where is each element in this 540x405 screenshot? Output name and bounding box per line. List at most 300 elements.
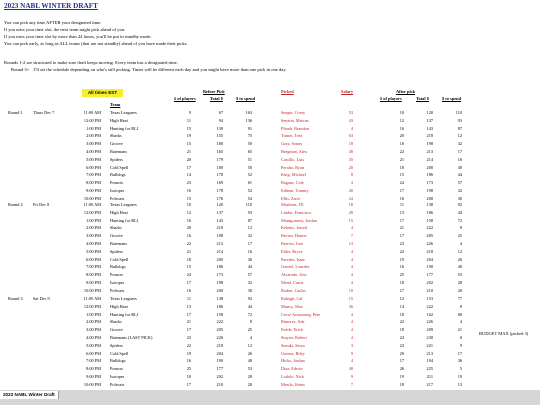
after-num-players: 22 xyxy=(399,319,404,325)
pick-time: 1:00 PM xyxy=(86,125,101,131)
picked-player: Suzuki, Seiya xyxy=(281,342,305,348)
before-total: 180 xyxy=(216,164,223,170)
before-to-spend: 40 xyxy=(247,358,252,364)
picked-salary: 48 xyxy=(348,366,353,372)
after-num-players: 17 xyxy=(399,217,404,223)
before-total: 186 xyxy=(216,303,223,309)
note-line: You can pick early, as long as ALL teams (that are not standby) ahead of you have made their picks. xyxy=(4,41,188,46)
note-line: If you miss your time slot, the next team might pick ahead of you. xyxy=(4,27,126,32)
pick-time: 11:00 AM xyxy=(83,110,101,115)
round-date: Fri Dec 8 xyxy=(33,202,50,207)
picked-player: Ellis, Zach xyxy=(281,195,300,201)
team-name: Isotopes xyxy=(110,280,125,285)
after-total: 198 xyxy=(426,188,433,193)
after-num-players: 20 xyxy=(399,133,404,139)
before-total: 214 xyxy=(216,248,223,254)
before-num-players: 19 xyxy=(186,350,191,356)
round-label: Round 2 xyxy=(8,202,23,207)
pick-time: 7:00 PM xyxy=(86,264,101,270)
after-total: 120 xyxy=(426,110,433,115)
before-to-spend: 28 xyxy=(247,374,252,379)
before-num-players: 12 xyxy=(186,209,191,215)
after-total: 198 xyxy=(426,141,433,147)
team-name: Spiders xyxy=(110,156,123,162)
before-to-spend: 12 xyxy=(247,225,252,231)
picked-salary: 35 xyxy=(348,156,353,162)
team-name: Polecats xyxy=(110,195,125,201)
picked-salary: 4 xyxy=(350,264,353,270)
picked-salary: 18 xyxy=(348,202,353,207)
team-name: Bulldogs xyxy=(110,358,126,364)
after-to-spend: 57 xyxy=(457,180,462,186)
team-name: Hunting for RLJ xyxy=(110,125,139,131)
pick-time: 5:00 PM xyxy=(86,248,101,254)
pick-time: 3:00 PM xyxy=(86,233,101,239)
before-num-players: 20 xyxy=(186,225,191,231)
after-total: 210 xyxy=(426,287,433,293)
before-num-players: 21 xyxy=(186,149,191,154)
pick-time: 4:00 PM xyxy=(86,149,101,154)
before-to-spend: 52 xyxy=(247,172,252,178)
before-total: 190 xyxy=(216,358,223,364)
before-total: 179 xyxy=(216,156,223,162)
after-total: 200 xyxy=(426,164,433,170)
after-to-spend: 93 xyxy=(457,117,462,123)
all-times-badge: All times EST xyxy=(82,89,123,97)
after-num-players: 16 xyxy=(399,125,404,131)
before-to-spend: 4 xyxy=(249,335,252,340)
picked-player: Lindor, Francisco xyxy=(281,209,312,215)
after-to-spend: 0 xyxy=(459,335,462,340)
before-total: 202 xyxy=(216,374,223,379)
team-header: Team xyxy=(110,102,121,107)
picked-player: Kelenic, Jarred xyxy=(281,225,308,231)
after-total: 214 xyxy=(426,156,433,162)
pick-time: 3:00 PM xyxy=(86,141,101,147)
picked-player: Ehler, Bryce xyxy=(281,248,303,254)
picked-salary: 9 xyxy=(350,350,353,356)
pick-time: 6:00 PM xyxy=(86,164,101,170)
after-num-players: 24 xyxy=(399,335,404,340)
after-to-spend: 19 xyxy=(457,374,462,379)
round-label: Round 3 xyxy=(8,296,23,301)
team-name: Polecats xyxy=(110,287,125,293)
after-num-players: 22 xyxy=(399,248,404,254)
before-total: 139 xyxy=(216,125,223,131)
after-num-players: 16 xyxy=(399,264,404,270)
pick-time: 7:00 PM xyxy=(86,358,101,364)
after-num-players: 15 xyxy=(399,172,404,178)
before-total: 205 xyxy=(216,327,223,333)
pick-time: 1:00 PM xyxy=(86,311,101,317)
before-num-players: 21 xyxy=(186,248,191,254)
before-to-spend: 163 xyxy=(245,110,252,115)
picked-salary: 9 xyxy=(350,374,353,379)
before-to-spend: 87 xyxy=(247,217,252,223)
after-num-players: 21 xyxy=(399,156,404,162)
before-to-spend: 44 xyxy=(247,303,252,309)
after-num-players: 17 xyxy=(399,287,404,293)
after-total: 225 xyxy=(426,366,433,372)
pick-time: 1:00 PM xyxy=(86,217,101,223)
pick-time: 9:00 PM xyxy=(86,188,101,193)
team-name: Groove xyxy=(110,233,123,239)
after-num-players: 17 xyxy=(399,233,404,239)
picked-salary: 4 xyxy=(350,180,353,186)
after-total: 143 xyxy=(426,125,433,131)
before-num-players: 17 xyxy=(186,381,191,387)
before-num-players: 15 xyxy=(186,195,191,201)
team-name: Polecats xyxy=(110,381,125,387)
team-name: Hunting for RLJ xyxy=(110,311,139,317)
team-name: Texas Leaguers xyxy=(110,296,137,301)
picked-player: Paredes, Isaac xyxy=(281,256,306,262)
after-to-spend: 16 xyxy=(457,156,462,162)
after-to-spend: 25 xyxy=(457,233,462,239)
pick-time: 6:00 PM xyxy=(86,256,101,262)
picked-player: Diaz, Edwin xyxy=(281,366,303,372)
before-total: 198 xyxy=(216,233,223,239)
picked-player: Stayter, Robert xyxy=(281,335,307,340)
after-to-spend: 40 xyxy=(457,264,462,270)
after-total: 200 xyxy=(426,195,433,201)
team-name: Spiders xyxy=(110,342,123,348)
after-to-spend: 20 xyxy=(457,287,462,293)
after-total: 217 xyxy=(426,381,433,387)
picked-salary: 4 xyxy=(350,311,353,317)
before-to-spend: 30 xyxy=(247,256,252,262)
after-total: 226 xyxy=(426,241,433,246)
after-to-spend: 26 xyxy=(457,256,462,262)
picked-player: Bregman, Alex xyxy=(281,149,308,154)
before-to-spend: 26 xyxy=(247,350,252,356)
picked-player: Edman, Tommy xyxy=(281,188,309,193)
team-name: Sharks xyxy=(110,133,122,139)
before-num-players: 14 xyxy=(186,172,191,178)
round-date: Sat Dec 9 xyxy=(33,296,50,301)
sheet-tab[interactable]: 2023 NABL Winter Draft xyxy=(0,391,59,399)
after-num-players: 20 xyxy=(399,350,404,356)
after-total: 213 xyxy=(426,350,433,356)
pick-time: 2:00 PM xyxy=(86,319,101,325)
before-num-players: 16 xyxy=(186,188,191,193)
after-num-players: 16 xyxy=(399,141,404,147)
before-total: 222 xyxy=(216,319,223,325)
after-to-spend: 32 xyxy=(457,188,462,193)
team-name: Sharks xyxy=(110,319,122,325)
team-name: Sharks xyxy=(110,225,122,231)
after-num-players: 26 xyxy=(399,366,404,372)
picked-player: Pfeadt, Brandon xyxy=(281,125,309,131)
before-to-spend: 91 xyxy=(247,125,252,131)
pick-time: 9:00 PM xyxy=(86,280,101,285)
picked-salary: 3 xyxy=(350,342,353,348)
after-num-players-header: # of players xyxy=(380,96,402,101)
picked-salary: 8 xyxy=(350,172,353,178)
before-to-spend: 57 xyxy=(247,272,252,278)
before-total: 200 xyxy=(216,256,223,262)
before-to-spend: 25 xyxy=(247,327,252,333)
after-to-spend: 68 xyxy=(457,311,462,317)
before-total: 178 xyxy=(216,172,223,178)
after-total: 218 xyxy=(426,248,433,254)
picked-player: King, Michael xyxy=(281,172,306,178)
team-name: Cold Spell xyxy=(110,256,129,262)
before-to-spend: 51 xyxy=(247,156,252,162)
picked-player: Rimeres, Ada xyxy=(281,319,305,325)
before-total: 138 xyxy=(216,296,223,301)
before-total: 213 xyxy=(216,241,223,246)
before-num-players: 15 xyxy=(186,125,191,131)
pick-time: 6:00 PM xyxy=(86,350,101,356)
after-to-spend: 32 xyxy=(457,141,462,147)
before-to-spend: 32 xyxy=(247,233,252,239)
before-total: 178 xyxy=(216,188,223,193)
after-total: 222 xyxy=(426,303,433,309)
after-total: 177 xyxy=(426,272,433,278)
after-total: 153 xyxy=(426,296,433,301)
pick-time: 12:00 PM xyxy=(83,209,101,215)
after-to-spend: 44 xyxy=(457,172,462,178)
before-num-players: 9 xyxy=(188,110,191,115)
before-total: 176 xyxy=(216,195,223,201)
after-to-spend-header: $ to spend xyxy=(442,96,462,101)
before-to-spend: 20 xyxy=(247,381,252,387)
after-to-spend: 92 xyxy=(457,202,462,207)
after-num-players: 16 xyxy=(399,195,404,201)
after-num-players: 25 xyxy=(399,272,404,278)
salary-header: Salary xyxy=(341,89,354,94)
before-total: 155 xyxy=(216,133,223,139)
budget-max-note: BUDGET MAX (picked 3) xyxy=(479,331,529,336)
before-num-players: 11 xyxy=(186,296,191,301)
after-total: 186 xyxy=(426,209,433,215)
after-num-players: 17 xyxy=(399,188,404,193)
before-to-spend: 16 xyxy=(247,248,252,254)
after-to-spend: 36 xyxy=(457,358,462,364)
picked-salary: 4 xyxy=(350,327,353,333)
picked-player: Greene, Riley xyxy=(281,350,305,356)
after-to-spend: 17 xyxy=(457,350,462,356)
before-to-spend: 92 xyxy=(247,296,252,301)
after-num-players: 21 xyxy=(399,225,404,231)
before-total: 226 xyxy=(216,335,223,340)
before-to-spend: 50 xyxy=(247,141,252,147)
picked-salary: 18 xyxy=(348,141,353,147)
before-num-players: 11 xyxy=(186,117,191,123)
before-total: 169 xyxy=(216,180,223,186)
before-num-players: 17 xyxy=(186,280,191,285)
after-num-players: 12 xyxy=(399,117,404,123)
after-num-players: 22 xyxy=(399,149,404,154)
before-num-players: 23 xyxy=(186,335,191,340)
after-total: 222 xyxy=(426,225,433,231)
pick-time: 11:00 AM xyxy=(83,296,101,301)
after-total-header: Total $ xyxy=(416,96,429,101)
before-to-spend: 136 xyxy=(245,117,252,123)
before-num-players: 16 xyxy=(186,287,191,293)
after-to-spend: 4 xyxy=(459,241,462,246)
after-to-spend: 53 xyxy=(457,272,462,278)
picked-salary: 4 xyxy=(350,335,353,340)
picked-salary: 43 xyxy=(348,117,353,123)
after-total: 211 xyxy=(426,374,433,379)
picked-player: Bagans, Cole xyxy=(281,180,304,186)
after-to-spend: 8 xyxy=(459,303,462,309)
before-total: 200 xyxy=(216,287,223,293)
before-to-spend: 65 xyxy=(247,149,252,154)
picked-salary: 4 xyxy=(350,125,353,131)
team-name: Texas Leaguers xyxy=(110,110,137,115)
before-num-players: 18 xyxy=(186,256,191,262)
after-to-spend: 30 xyxy=(457,195,462,201)
picked-player: Turner, Trea xyxy=(281,133,303,139)
after-total: 221 xyxy=(426,342,433,348)
team-name: Isotopes xyxy=(110,374,125,379)
pick-time: 7:00 PM xyxy=(86,172,101,178)
before-num-players: 16 xyxy=(186,358,191,364)
before-num-players: 17 xyxy=(186,164,191,170)
before-num-players: 21 xyxy=(186,319,191,325)
team-name: Batemans xyxy=(110,241,127,246)
picked-player: Martinez, JD xyxy=(281,202,304,207)
team-name: High Heat xyxy=(110,117,128,123)
after-num-players: 13 xyxy=(399,209,404,215)
after-to-spend: 30 xyxy=(457,164,462,170)
before-num-players: 22 xyxy=(186,342,191,348)
note-line: If you miss your time slot by more than 24 hours, you'll be put in standby mode. xyxy=(4,34,152,39)
round-date: Thurs Dec 7 xyxy=(33,110,55,115)
after-total: 158 xyxy=(426,217,433,223)
after-to-spend: 12 xyxy=(457,248,462,254)
picked-player: Mesilo, Keim xyxy=(281,381,305,387)
picked-header: Picked xyxy=(281,89,294,94)
before-num-players: 25 xyxy=(186,366,191,372)
before-total-header: Total $ xyxy=(210,96,223,101)
team-name: Ponson xyxy=(110,180,123,186)
after-total: 138 xyxy=(426,202,433,207)
picked-player: Peralta, Ryan xyxy=(281,164,304,170)
before-total: 173 xyxy=(216,272,223,278)
picked-salary: 49 xyxy=(348,209,353,215)
after-pick-header: After pick xyxy=(396,89,416,94)
before-to-spend: 32 xyxy=(247,280,252,285)
picked-salary: 10 xyxy=(348,287,353,293)
picked-player: Senzon, Marcus xyxy=(281,117,309,123)
picked-salary: 63 xyxy=(348,133,353,139)
before-to-spend: 72 xyxy=(247,311,252,317)
before-total: 218 xyxy=(216,225,223,231)
team-name: Batemans (LAST PICK) xyxy=(110,335,153,340)
before-total: 198 xyxy=(216,280,223,285)
picked-player: Berrios, Jose xyxy=(281,241,304,246)
before-to-spend: 93 xyxy=(247,209,252,215)
team-name: Batemans xyxy=(110,149,127,154)
before-total: 120 xyxy=(216,202,223,207)
after-total: 190 xyxy=(426,264,433,270)
round3-label: Round 3+ xyxy=(11,67,30,72)
after-total: 204 xyxy=(426,256,433,262)
team-name: Cold Spell xyxy=(110,164,129,170)
after-to-spend: 4 xyxy=(459,319,462,325)
before-total: 94 xyxy=(218,117,223,123)
pick-time: 2:00 PM xyxy=(86,225,101,231)
before-num-players: 13 xyxy=(186,303,191,309)
picked-player: Lodolo, Nick xyxy=(281,374,304,379)
picked-salary: 20 xyxy=(348,188,353,193)
after-num-players: 18 xyxy=(399,280,404,285)
after-total: 186 xyxy=(426,172,433,178)
before-to-spend: 50 xyxy=(247,164,252,170)
picked-salary: 20 xyxy=(348,164,353,170)
before-num-players: 19 xyxy=(186,133,191,139)
after-total: 226 xyxy=(426,319,433,325)
before-total: 137 xyxy=(216,209,223,215)
picked-player: Mead, Curtis xyxy=(281,280,304,285)
before-num-players: 15 xyxy=(186,264,191,270)
after-total: 194 xyxy=(426,358,433,364)
after-num-players: 24 xyxy=(399,180,404,186)
team-name: High Heat xyxy=(110,303,128,309)
after-num-players: 19 xyxy=(399,256,404,262)
after-total: 162 xyxy=(426,311,433,317)
pick-time: 12:00 PM xyxy=(83,117,101,123)
after-to-spend: 12 xyxy=(457,133,462,139)
before-total: 165 xyxy=(216,149,223,154)
picked-player: Castillo, Luis xyxy=(281,156,305,162)
picked-salary: 4 xyxy=(350,280,353,285)
pick-time: 8:00 PM xyxy=(86,180,101,186)
picked-player: Seager, Corey xyxy=(281,110,306,115)
after-to-spend: 21 xyxy=(457,327,462,333)
after-num-players: 18 xyxy=(399,164,404,170)
picked-salary: 4 xyxy=(350,256,353,262)
before-num-players: 16 xyxy=(186,233,191,239)
team-name: Groove xyxy=(110,327,123,333)
after-num-players: 12 xyxy=(399,296,404,301)
after-to-spend: 87 xyxy=(457,125,462,131)
team-name: Texas Leaguers xyxy=(110,202,137,207)
picked-salary: 24 xyxy=(348,195,353,201)
after-to-spend: 44 xyxy=(457,209,462,215)
pick-time: 8:00 PM xyxy=(86,272,101,278)
picked-salary: 7 xyxy=(350,233,353,239)
team-name: Spiders xyxy=(110,248,123,254)
after-num-players: 23 xyxy=(399,241,404,246)
after-to-spend: 72 xyxy=(457,217,462,223)
before-to-spend: 61 xyxy=(247,180,252,186)
after-total: 209 xyxy=(426,327,433,333)
team-name: Groove xyxy=(110,141,123,147)
picked-player: Garriel, Lourdes xyxy=(281,264,310,270)
before-num-players: 10 xyxy=(186,202,191,207)
after-num-players: 17 xyxy=(399,358,404,364)
after-to-spend: 110 xyxy=(455,110,462,115)
picked-player: Brown, Hunter xyxy=(281,233,307,239)
picked-player: Gray, Sonny xyxy=(281,141,303,147)
before-num-players: 23 xyxy=(186,180,191,186)
after-total: 213 xyxy=(426,149,433,154)
after-to-spend: 8 xyxy=(459,225,462,231)
before-to-spend: 110 xyxy=(245,202,252,207)
picked-player: Raleigh, Cal xyxy=(281,296,303,301)
picked-salary: 13 xyxy=(348,241,353,246)
before-num-players: 24 xyxy=(186,272,191,278)
after-to-spend: 17 xyxy=(457,149,462,154)
pick-time: 5:00 PM xyxy=(86,156,101,162)
before-num-players: 17 xyxy=(186,311,191,317)
page-title: 2023 NABL WINTER DRAFT xyxy=(4,2,98,10)
